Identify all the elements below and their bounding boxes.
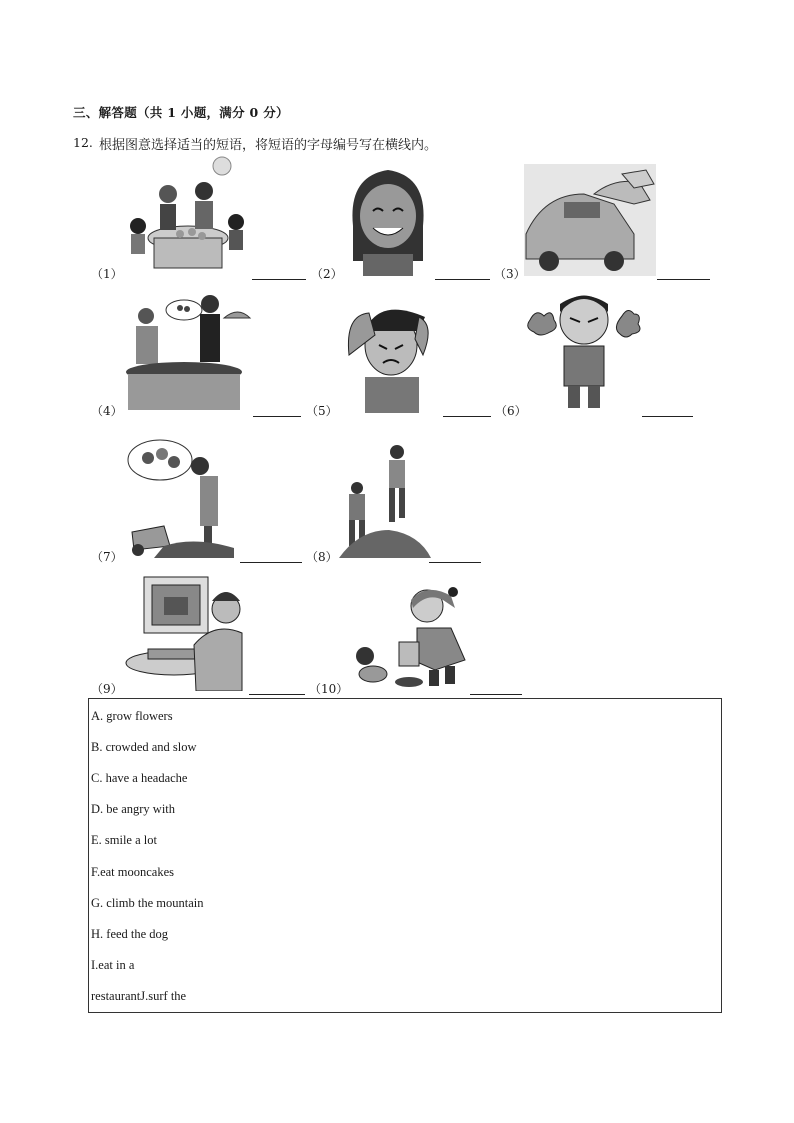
item-label-2: （2） — [311, 267, 343, 281]
answer-blank-7[interactable] — [240, 562, 302, 563]
item-label-6: （6） — [495, 404, 527, 418]
item-label-4: （4） — [91, 404, 123, 418]
angry-boy-icon — [524, 290, 642, 412]
restaurant-waiter-icon — [124, 292, 252, 412]
option-j: restaurantJ.surf the — [91, 989, 187, 1003]
item-label-10: （10） — [309, 682, 349, 696]
item-label-5: （5） — [306, 404, 338, 418]
item-label-1: （1） — [91, 267, 123, 281]
mid-autumn-family-dinner-icon — [124, 156, 250, 274]
traffic-jam-cars-icon — [524, 164, 656, 276]
answer-blank-10[interactable] — [470, 694, 522, 695]
options-box — [88, 698, 722, 1013]
item-label-3: （3） — [494, 267, 526, 281]
answer-blank-4[interactable] — [253, 416, 301, 417]
option-f: F.eat mooncakes — [91, 865, 175, 879]
answer-blank-6[interactable] — [642, 416, 693, 417]
section-title: 三、解答题（共 1 小题，满分 0 分） — [73, 105, 289, 120]
option-b: B. crowded and slow — [91, 740, 197, 754]
option-i: I.eat in a — [91, 958, 135, 972]
option-h: H. feed the dog — [91, 927, 169, 941]
item-label-7: （7） — [91, 550, 123, 564]
hikers-climbing-icon — [339, 444, 431, 558]
option-a: A. grow flowers — [91, 709, 173, 723]
question-number: 12. — [73, 135, 93, 150]
boy-headache-icon — [339, 295, 435, 413]
answer-blank-2[interactable] — [435, 279, 490, 280]
boy-at-computer-icon — [124, 575, 248, 691]
answer-blank-8[interactable] — [429, 562, 481, 563]
answer-blank-3[interactable] — [657, 279, 710, 280]
girl-feeding-dog-icon — [343, 578, 469, 690]
answer-blank-1[interactable] — [252, 279, 306, 280]
option-d: D. be angry with — [91, 802, 176, 816]
question-prompt: 根据图意选择适当的短语，将短语的字母编号写在横线内。 — [99, 138, 438, 153]
answer-blank-9[interactable] — [249, 694, 305, 695]
option-c: C. have a headache — [91, 771, 188, 785]
option-g: G. climb the mountain — [91, 896, 204, 910]
option-e: E. smile a lot — [91, 833, 157, 847]
item-label-9: （9） — [91, 682, 123, 696]
smiling-girl-icon — [343, 166, 433, 276]
answer-blank-5[interactable] — [443, 416, 491, 417]
item-label-8: （8） — [306, 550, 338, 564]
man-growing-flowers-icon — [124, 436, 240, 558]
